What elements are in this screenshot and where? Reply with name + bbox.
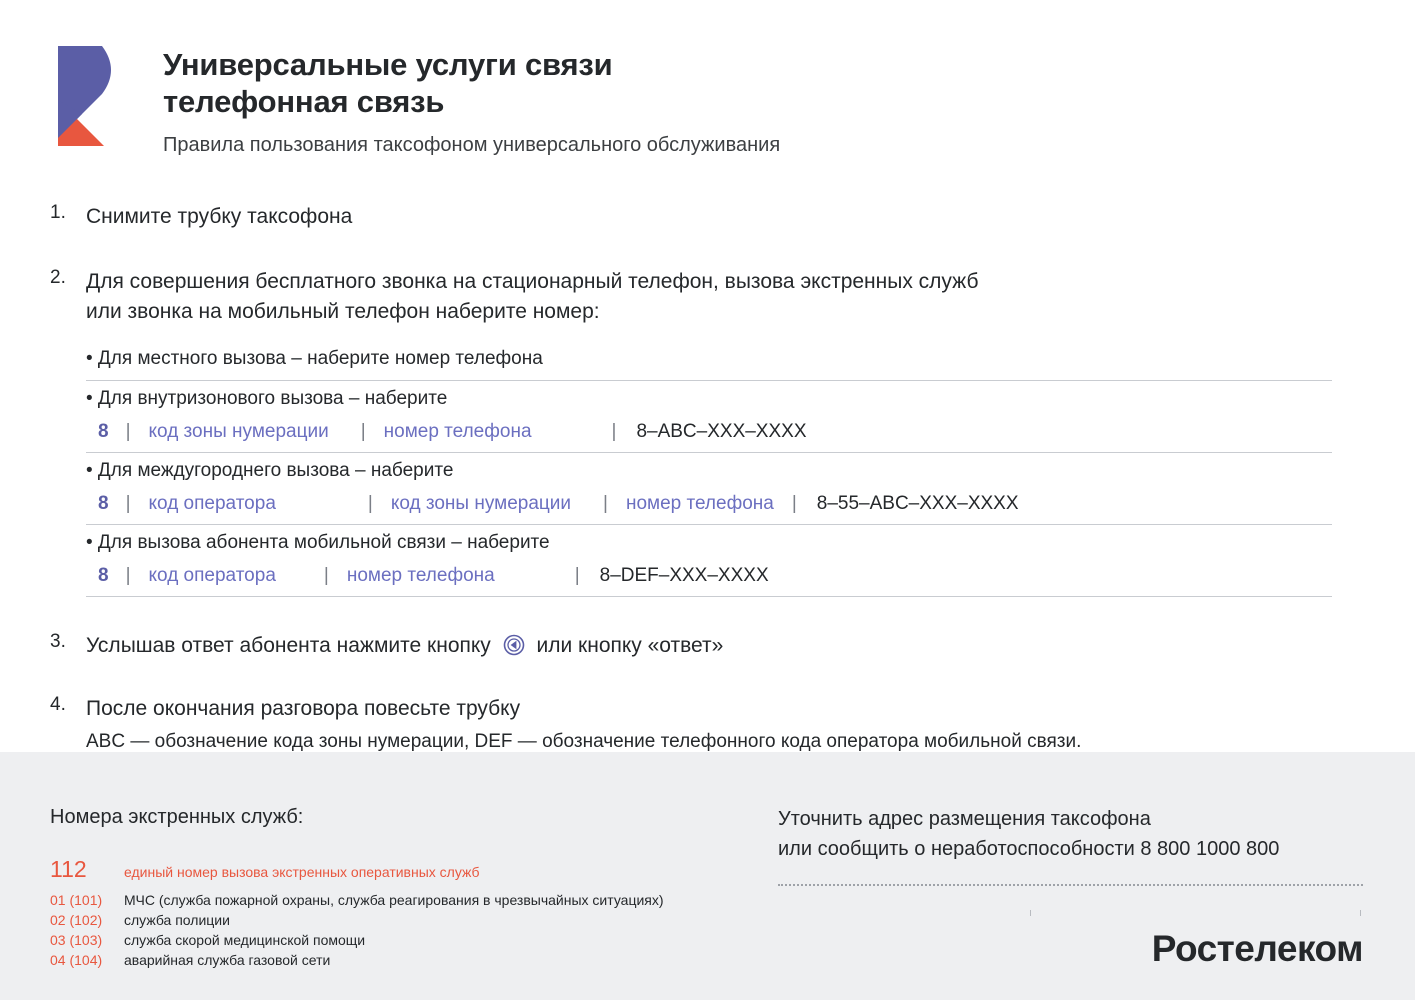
separator-bar: | — [125, 421, 131, 442]
step-2 — [0, 267, 1415, 327]
emergency-section — [50, 804, 750, 972]
list-item — [50, 912, 750, 928]
step-4-number: 4. — [50, 694, 66, 715]
contact-line-1: Уточнить адрес размещения таксофона — [778, 808, 1151, 830]
call-types-table — [86, 345, 1332, 597]
emergency-number: 01 (101) — [50, 892, 103, 908]
call-type-intrazonal — [86, 381, 1332, 453]
step-3-text — [86, 631, 1415, 665]
call-type-intrazonal-label: • Для внутризонового вызова – наберите — [86, 388, 448, 409]
step-1-text: Снимите трубку таксофона — [86, 205, 353, 228]
document-header — [0, 0, 1415, 185]
call-type-local-label: • Для местного вызова – наберите номер телефона — [86, 348, 543, 369]
call-type-intrazonal-pattern — [86, 419, 1332, 445]
emergency-desc: единый номер вызова экстренных оперативных служб — [124, 864, 480, 880]
separator-bar: | — [125, 493, 131, 514]
step-4 — [0, 694, 1415, 756]
contact-section — [778, 804, 1368, 886]
page-title-line2: телефонная связь — [163, 84, 445, 119]
prefix-digit: 8 — [98, 493, 109, 514]
list-item — [50, 856, 750, 883]
example-number: 8–55–ABC–XXX–XXXX — [816, 493, 1019, 514]
emergency-desc: аварийная служба газовой сети — [124, 952, 331, 968]
emergency-desc: служба скорой медицинской помощи — [124, 932, 366, 948]
step-3-number: 3. — [50, 631, 66, 652]
separator-bar: | — [791, 493, 797, 514]
step-3-text-before: Услышав ответ абонента нажмите кнопку — [86, 634, 491, 657]
call-type-longdistance — [86, 453, 1332, 525]
prefix-digit: 8 — [98, 421, 109, 442]
list-item — [50, 952, 750, 968]
call-type-local — [86, 345, 1332, 381]
emergency-number: 02 (102) — [50, 912, 103, 928]
separator-bar: | — [611, 421, 617, 442]
field-phone-number: номер телефона — [383, 421, 532, 442]
page-title-line1: Универсальные услуги связи — [163, 47, 613, 82]
separator-bar: | — [367, 493, 373, 514]
separator-bar: | — [125, 565, 131, 586]
call-type-mobile-label: • Для вызова абонента мобильной связи – наберите — [86, 532, 550, 553]
title-block — [163, 46, 780, 158]
field-operator-code: код оператора — [148, 565, 276, 586]
field-zone-code: код зоны нумерации — [148, 421, 329, 442]
instructions-list — [0, 185, 1415, 756]
list-item — [50, 892, 750, 908]
step-2-text-line1: Для совершения бесплатного звонка на стационарный телефон, вызова экстренных служб — [86, 270, 979, 293]
brand-wordmark: Ростелеком — [1151, 928, 1363, 969]
emergency-heading: Номера экстренных служб: — [50, 806, 304, 828]
dotted-divider — [778, 884, 1363, 886]
rostelecom-logo-icon — [52, 44, 130, 149]
emergency-list — [50, 856, 750, 968]
prefix-digit: 8 — [98, 565, 109, 586]
step-1 — [0, 202, 1415, 232]
field-operator-code: код оператора — [148, 493, 276, 514]
example-number: 8–DEF–XXX–XXXX — [599, 565, 769, 586]
emergency-number: 04 (104) — [50, 952, 103, 968]
emergency-number: 112 — [50, 856, 87, 882]
step-2-number: 2. — [50, 267, 66, 288]
field-phone-number: номер телефона — [625, 493, 774, 514]
separator-bar: | — [360, 421, 366, 442]
step-3-text-after: или кнопку «ответ» — [536, 634, 724, 657]
call-type-longdistance-label: • Для междугороднего вызова – наберите — [86, 460, 454, 481]
abc-def-note: ABC — обозначение кода зоны нумерации, DEF — обозначение телефонного кода оператора мобильной связи. — [86, 731, 1082, 752]
answer-button-icon — [503, 634, 525, 665]
step-4-text: После окончания разговора повесьте трубку — [86, 697, 521, 720]
field-zone-code: код зоны нумерации — [390, 493, 572, 514]
crop-tick-left — [1030, 910, 1031, 916]
emergency-desc: МЧС (служба пожарной охраны, служба реагирования в чрезвычайных ситуациях) — [124, 892, 664, 908]
separator-bar: | — [574, 565, 580, 586]
call-type-longdistance-pattern — [86, 491, 1332, 517]
field-phone-number: номер телефона — [346, 565, 495, 586]
call-type-mobile-pattern — [86, 563, 1332, 589]
call-type-mobile — [86, 525, 1332, 597]
separator-bar: | — [603, 493, 608, 514]
emergency-number: 03 (103) — [50, 932, 103, 948]
document-footer — [0, 752, 1415, 1000]
step-2-text-line2: или звонка на мобильный телефон наберите номер: — [86, 300, 600, 323]
contact-line-2: или сообщить о неработоспособности 8 800 1000 800 — [778, 838, 1280, 860]
crop-tick-right — [1360, 910, 1361, 916]
step-1-number: 1. — [50, 202, 66, 223]
separator-bar: | — [323, 565, 329, 586]
emergency-desc: служба полиции — [124, 912, 230, 928]
list-item — [50, 932, 750, 948]
page-subtitle: Правила пользования таксофоном универсального обслуживания — [163, 134, 781, 156]
step-3 — [0, 631, 1415, 665]
example-number: 8–ABC–XXX–XXXX — [636, 421, 807, 442]
